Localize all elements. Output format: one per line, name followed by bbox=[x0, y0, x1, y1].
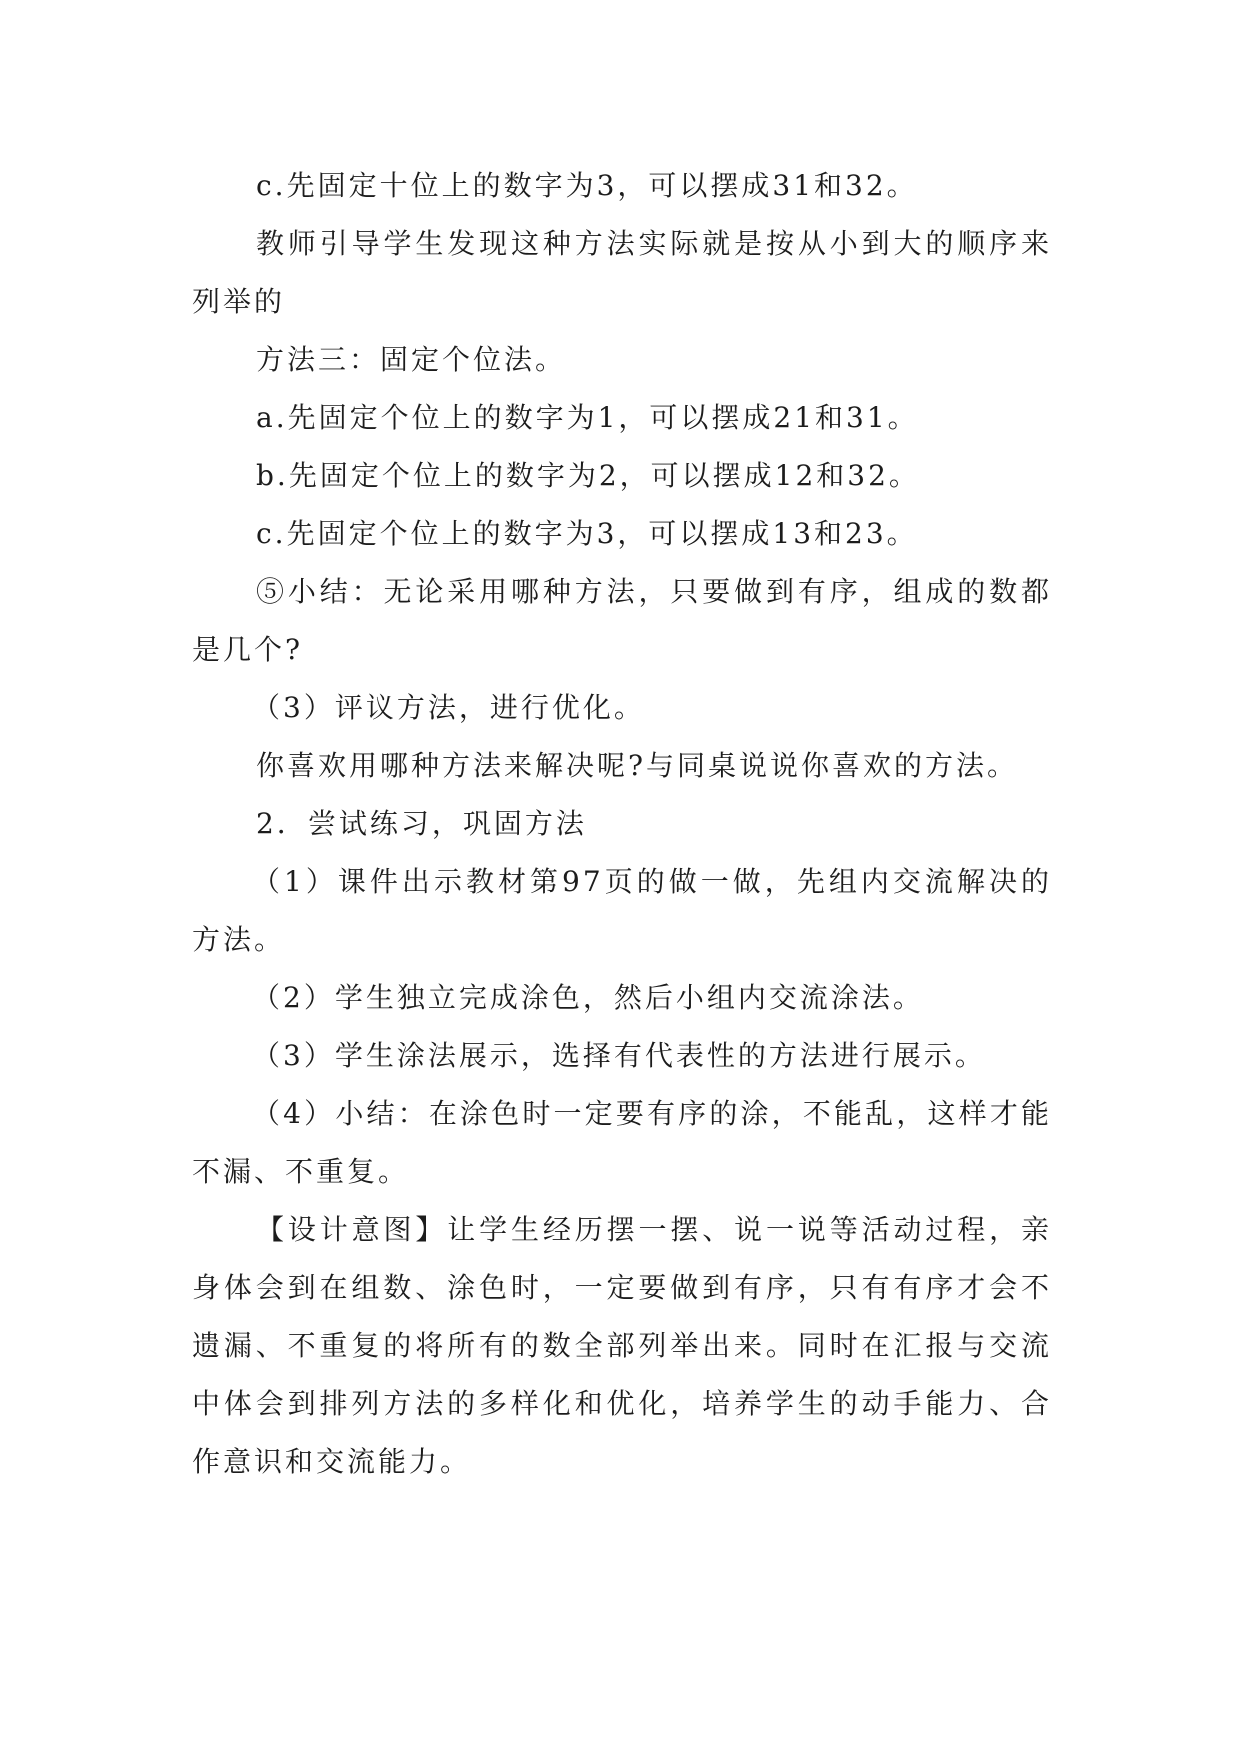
paragraph-practice-three: （3）学生涂法展示，选择有代表性的方法进行展示。 bbox=[252, 1039, 986, 1072]
paragraph-method-two-c: c.先固定十位上的数字为3，可以摆成31和32。 bbox=[256, 169, 918, 202]
paragraph-practice-two: （2）学生独立完成涂色，然后小组内交流涂法。 bbox=[252, 981, 924, 1014]
paragraph-design-intent: 【设计意图】让学生经历摆一摆、说一说等活动过程，亲身体会到在组数、涂色时，一定要做到有序，只有有序才会不遗漏、不重复的将所有的数全部列举出来。同时在汇报与交流中体会到排列方法的多样化和优化，培养学生的动手能力、合作意识和交流能力。 bbox=[192, 1213, 1052, 1478]
paragraph-preference-question: 你喜欢用哪种方法来解决呢?与同桌说说你喜欢的方法。 bbox=[256, 749, 1019, 782]
paragraph-practice-one: （1）课件出示教材第97页的做一做，先组内交流解决的方法。 bbox=[192, 865, 1052, 956]
paragraph-method-three-b: b.先固定个位上的数字为2，可以摆成12和32。 bbox=[256, 459, 920, 492]
paragraph-evaluate-methods: （3）评议方法，进行优化。 bbox=[252, 691, 645, 724]
paragraph-method-three-title: 方法三：固定个位法。 bbox=[256, 343, 567, 376]
paragraph-method-three-a: a.先固定个位上的数字为1，可以摆成21和31。 bbox=[256, 401, 919, 434]
paragraph-method-three-c: c.先固定个位上的数字为3，可以摆成13和23。 bbox=[256, 517, 918, 550]
paragraph-summary-five: ⑤小结：无论采用哪种方法，只要做到有序，组成的数都是几个? bbox=[192, 575, 1052, 666]
paragraph-practice-four: （4）小结：在涂色时一定要有序的涂，不能乱，这样才能不漏、不重复。 bbox=[192, 1097, 1052, 1188]
paragraph-teacher-guidance: 教师引导学生发现这种方法实际就是按从小到大的顺序来列举的 bbox=[192, 227, 1052, 318]
paragraph-section-two-heading: 2．尝试练习，巩固方法 bbox=[256, 807, 587, 840]
document-body bbox=[192, 157, 1052, 1491]
